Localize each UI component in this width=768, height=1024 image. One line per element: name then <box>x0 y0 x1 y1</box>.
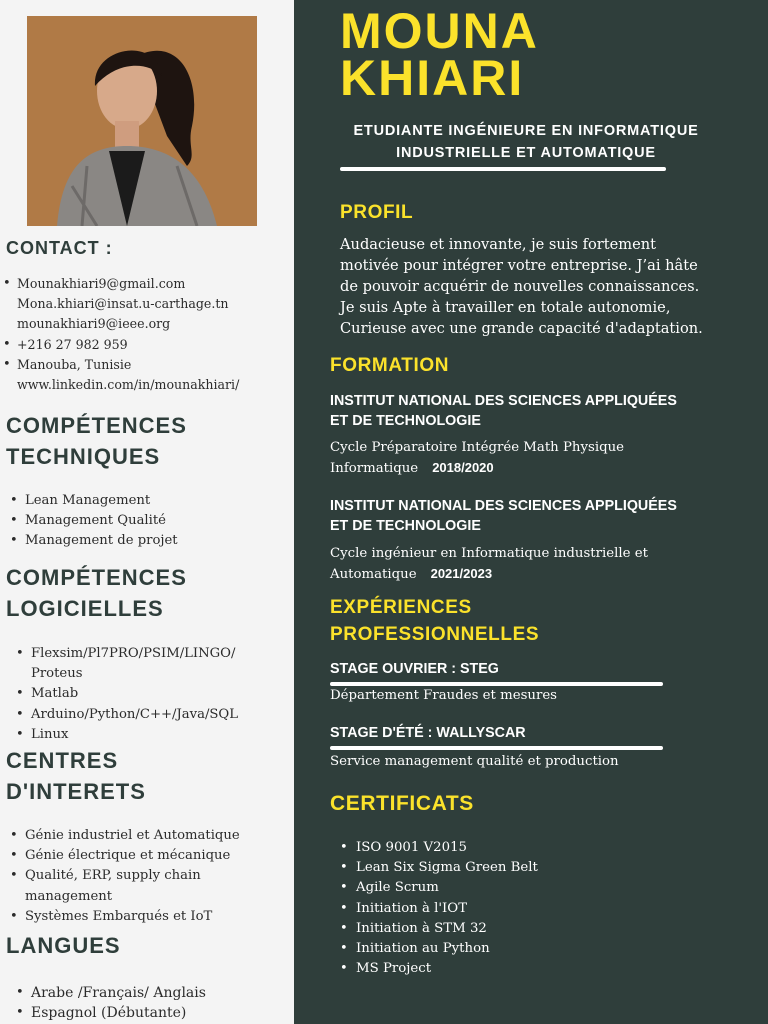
program-line: Cycle ingénieur en Informatique industrielle et <box>330 546 648 561</box>
list-item: • MS Project <box>336 959 538 979</box>
certificates-list <box>336 838 538 979</box>
linkedin-link[interactable]: www.linkedin.com/in/mounakhiari/ <box>17 377 240 393</box>
list-item: • Management Qualité <box>6 511 178 531</box>
profile-heading: PROFIL <box>340 202 414 223</box>
email-2[interactable]: Mona.khiari@insat.u-carthage.tn <box>17 296 229 312</box>
institution-name-cont: ET DE TECHNOLOGIE <box>330 413 481 429</box>
email-3[interactable]: mounakhiari9@ieee.org <box>17 316 171 332</box>
tech-skills-list <box>6 491 178 552</box>
phone[interactable]: • +216 27 982 959 <box>1 335 239 355</box>
list-item: • Lean Management <box>6 491 178 511</box>
software-skills-heading-line-2: LOGICIELLES <box>6 596 164 621</box>
list-item: • Génie électrique et mécanique <box>6 846 240 866</box>
software-skills-heading-line-1: COMPÉTENCES <box>6 565 187 590</box>
interests-heading-line-1: CENTRES <box>6 748 119 773</box>
list-item: • Initiation au Python <box>336 939 538 959</box>
program-years: 2021/2023 <box>430 566 493 581</box>
job-title-line-2: INDUSTRIELLE ET AUTOMATIQUE <box>396 145 656 161</box>
languages-heading: LANGUES <box>6 933 121 958</box>
interests-heading-line-2: D'INTERETS <box>6 779 146 804</box>
experience-heading-line-1: EXPÉRIENCES <box>330 597 472 618</box>
list-item-continuation: management <box>25 888 113 904</box>
profile-line: de pouvoir acquérir de nouvelles connaissances. <box>340 278 700 295</box>
list-item: • Agile Scrum <box>336 878 538 898</box>
email-1[interactable]: • Mounakhiari9@gmail.com <box>1 274 239 294</box>
profile-text <box>340 234 740 339</box>
list-item: • Linux <box>6 725 238 745</box>
list-item: • Flexsim/Pl7PRO/PSIM/LINGO/ <box>6 644 238 664</box>
list-item: • Initiation à STM 32 <box>336 919 538 939</box>
tech-skills-heading-line-2: TECHNIQUES <box>6 444 161 469</box>
list-item: • Management de projet <box>6 531 178 551</box>
program-1 <box>330 438 750 479</box>
job-title-line-1: ETUDIANTE INGÉNIEURE EN INFORMATIQUE <box>353 123 699 139</box>
internship-1-divider <box>330 682 663 686</box>
list-item: • Systèmes Embarqués et IoT <box>6 907 240 927</box>
list-item: • Matlab <box>6 684 238 704</box>
list-item: • Génie industriel et Automatique <box>6 826 240 846</box>
program-line: Automatique <box>330 567 417 582</box>
institution-1 <box>330 391 730 431</box>
software-skills-heading <box>6 562 187 624</box>
tech-skills-heading-line-1: COMPÉTENCES <box>6 413 187 438</box>
internship-2-divider <box>330 746 663 750</box>
person-name <box>340 3 539 106</box>
tech-skills-heading <box>6 410 187 472</box>
list-item: • Initiation à l'IOT <box>336 899 538 919</box>
profile-line: Curieuse avec une grande capacité d'adaptation. <box>340 320 703 337</box>
interests-list <box>6 826 240 927</box>
certificates-heading: CERTIFICATS <box>330 792 474 815</box>
program-line: Informatique <box>330 461 419 476</box>
internship-2-title: STAGE D'ÉTÉ : WALLYSCAR <box>330 725 526 741</box>
program-line: Cycle Préparatoire Intégrée Math Physique <box>330 440 625 455</box>
internship-2-desc: Service management qualité et production <box>330 754 619 769</box>
internship-1-desc: Département Fraudes et mesures <box>330 688 558 703</box>
institution-name: INSTITUT NATIONAL DES SCIENCES APPLIQUÉES <box>330 498 677 514</box>
profile-line: Je suis Apte à travailler en totale autonomie, <box>340 299 671 316</box>
institution-name-cont: ET DE TECHNOLOGIE <box>330 518 481 534</box>
internship-1-title: STAGE OUVRIER : STEG <box>330 661 499 677</box>
list-item: • Arabe /Français/ Anglais <box>6 983 206 1003</box>
list-item: • ISO 9001 V2015 <box>336 838 538 858</box>
contact-heading: CONTACT : <box>6 238 113 258</box>
job-title <box>306 120 746 164</box>
profile-line: Audacieuse et innovante, je suis fortement <box>340 236 657 253</box>
formation-heading: FORMATION <box>330 355 450 376</box>
institution-name: INSTITUT NATIONAL DES SCIENCES APPLIQUÉES <box>330 393 677 409</box>
experience-heading-line-2: PROFESSIONNELLES <box>330 624 540 645</box>
list-item: • Lean Six Sigma Green Belt <box>336 858 538 878</box>
institution-2 <box>330 496 730 536</box>
contact-list <box>1 274 239 395</box>
languages-list <box>6 983 206 1023</box>
profile-line: motivée pour intégrer votre entreprise. J’ai hâte <box>340 257 698 274</box>
last-name: KHIARI <box>340 50 525 106</box>
first-name: MOUNA <box>340 3 539 59</box>
profile-photo <box>27 16 257 226</box>
city: • Manouba, Tunisie <box>1 355 239 375</box>
list-item: • Espagnol (Débutante) <box>6 1003 206 1023</box>
title-divider <box>340 167 666 171</box>
list-item-continuation-text: Proteus <box>31 666 83 682</box>
interests-heading <box>6 745 146 807</box>
list-item-continuation <box>6 664 238 684</box>
experience-heading <box>330 594 539 648</box>
list-item: • Arduino/Python/C++/Java/SQL <box>6 705 238 725</box>
software-skills-list <box>6 644 238 745</box>
program-years: 2018/2020 <box>432 460 494 475</box>
program-2 <box>330 544 750 585</box>
list-item: • Qualité, ERP, supply chain <box>6 866 240 886</box>
